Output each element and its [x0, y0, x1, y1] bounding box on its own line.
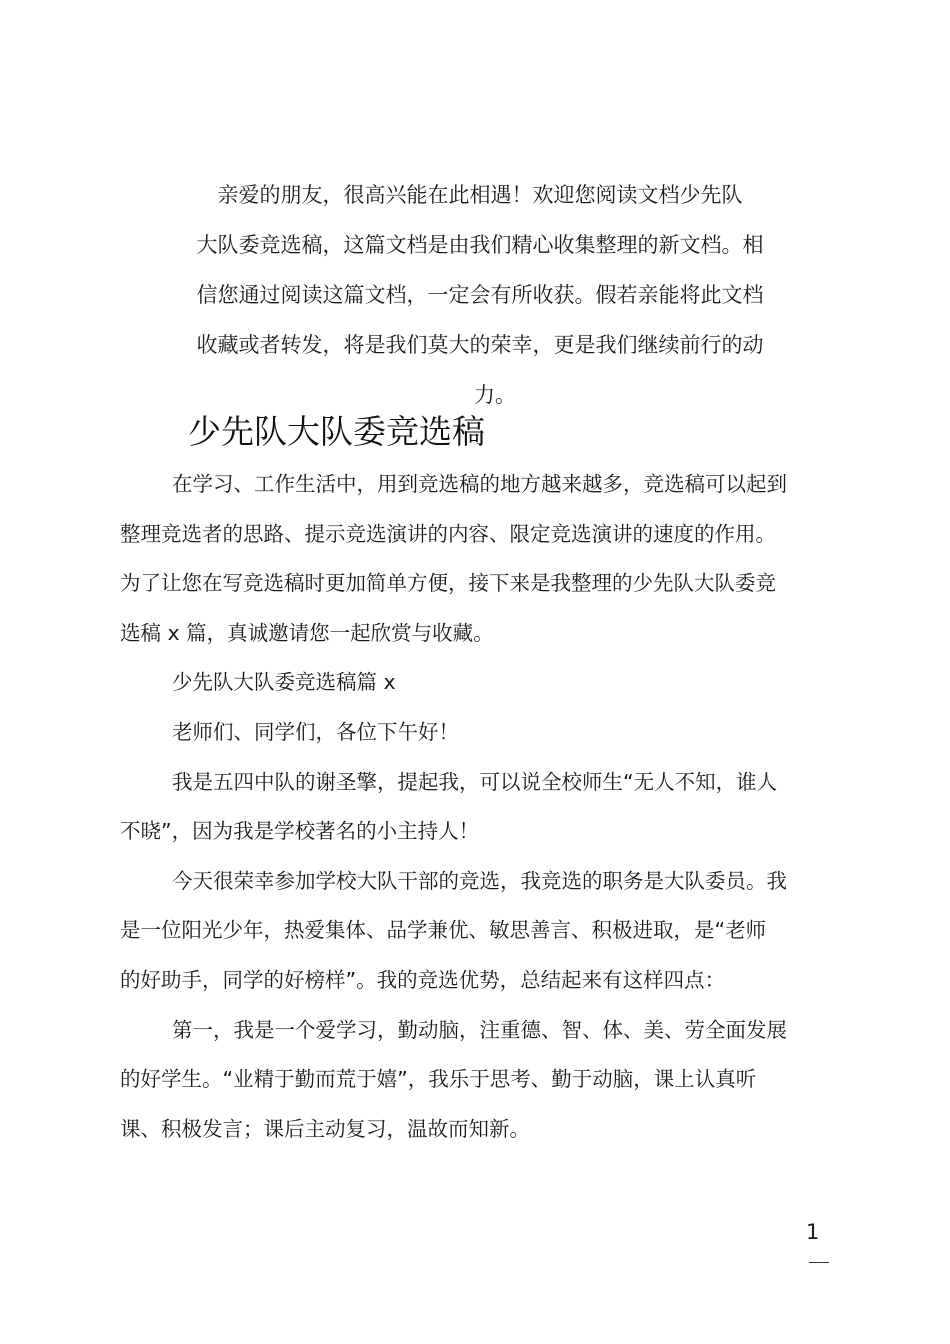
intro-line: 亲爱的朋友，很高兴能在此相遇！欢迎您阅读文档少先队	[217, 183, 743, 207]
intro-line: 收藏或者转发，将是我们莫大的荣幸，更是我们继续前行的动	[196, 333, 764, 357]
body-line: 是一位阳光少年，热爱集体、品学兼优、敏思善言、积极进取，是“老师	[120, 918, 767, 943]
body-line: 课、积极发言；课后主动复习，温故而知新。	[120, 1116, 530, 1141]
body-line: 整理竞选者的思路、提示竞选演讲的内容、限定竞选演讲的速度的作用。	[120, 521, 776, 546]
intro-line: 力。	[474, 383, 516, 407]
body-line: 在学习、工作生活中，用到竞选稿的地方越来越多，竞选稿可以起到	[172, 472, 787, 496]
body-line: 的好助手，同学的好榜样”。我的竞选优势，总结起来有这样四点：	[120, 967, 726, 992]
intro-paragraph	[150, 170, 810, 420]
body-line: 老师们、同学们，各位下午好！	[172, 719, 459, 744]
intro-line: 大队委竞选稿，这篇文档是由我们精心收集整理的新文档。相	[196, 233, 764, 257]
body-line: 不晓”，因为我是学校著名的小主持人！	[120, 819, 480, 844]
section-heading: 少先队大队委竞选稿篇 x	[172, 670, 396, 695]
document-body	[120, 460, 844, 1154]
body-line: 为了让您在写竞选稿时更加简单方便，接下来是我整理的少先队大队委竞	[120, 571, 776, 596]
body-line: 第一，我是一个爱学习，勤动脑，注重德、智、体、美、劳全面发展	[172, 1017, 787, 1042]
intro-line: 信您通过阅读这篇文档，一定会有所收获。假若亲能将此文档	[196, 283, 764, 307]
page-number: 1	[806, 1220, 820, 1244]
body-line: 我是五四中队的谢圣擎，提起我，可以说全校师生“无人不知，谁人	[172, 769, 778, 794]
body-line: 选稿 x 篇，真诚邀请您一起欣赏与收藏。	[120, 620, 494, 645]
page-number-dash	[809, 1262, 829, 1263]
body-line: 今天很荣幸参加学校大队干部的竞选，我竞选的职务是大队委员。我	[172, 868, 787, 893]
document-title: 少先队大队委竞选稿	[188, 412, 485, 451]
body-line: 的好学生。“业精于勤而荒于嬉”，我乐于思考、勤于动脑，课上认真听	[120, 1067, 757, 1092]
